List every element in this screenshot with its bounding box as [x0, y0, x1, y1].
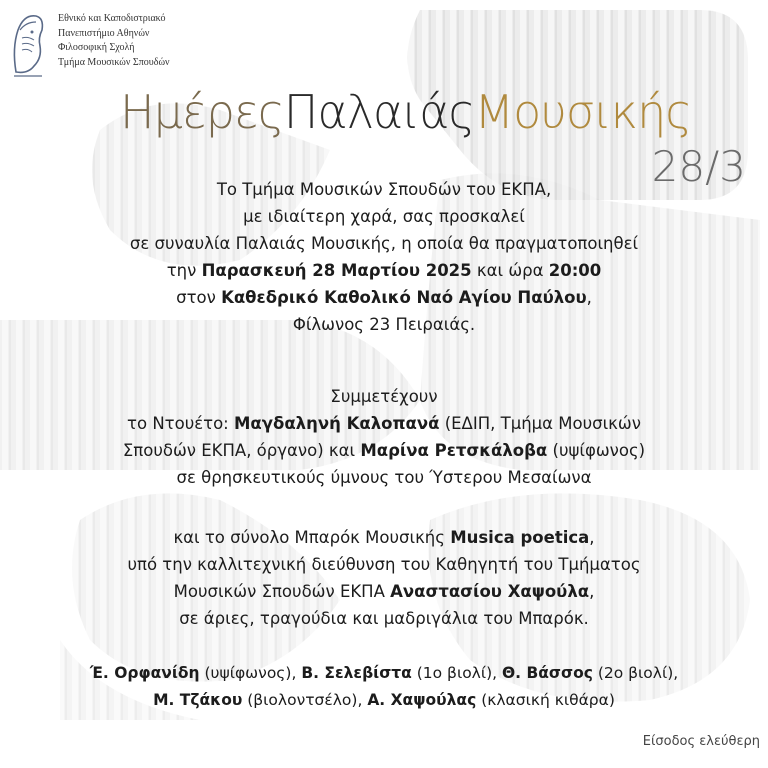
- invitation-line: Το Τμήμα Μουσικών Σπουδών του ΕΚΠΑ,: [216, 180, 552, 199]
- duo-repertoire: σε θρησκευτικούς ύμνους του Ύστερου Μεσαίωνα: [176, 468, 592, 487]
- institution-line: Φιλοσοφική Σχολή: [58, 42, 135, 53]
- musician-name: Β. Σελεβίστα: [301, 664, 412, 682]
- duo-line: [0, 410, 768, 437]
- invitation-venue-line: [0, 284, 768, 311]
- text: και ώρα: [471, 261, 549, 280]
- ensemble-paragraph: [0, 524, 768, 632]
- text: (2ο βιολί),: [592, 664, 679, 682]
- text: (υψίφωνος): [547, 441, 646, 460]
- text: (βιολοντσέλο),: [242, 691, 368, 709]
- event-date-badge: 28/3: [651, 142, 746, 191]
- participants-heading: Συμμετέχουν: [330, 387, 438, 406]
- event-time: 20:00: [548, 261, 602, 280]
- duo-line: [0, 437, 768, 464]
- text: την: [166, 261, 202, 280]
- text: (ΕΔΙΠ, Τμήμα Μουσικών: [439, 414, 641, 433]
- invitation-date-line: [0, 257, 768, 284]
- title-word-1: Ημέρες: [120, 85, 284, 139]
- ensemble-repertoire: σε άριες, τραγούδια και μαδριγάλια του Μπαρόκ.: [179, 609, 589, 628]
- invitation-address: Φίλωνος 23 Πειραιάς.: [292, 315, 476, 334]
- performer-name: Μαρίνα Ρετσκάλοβα: [360, 441, 548, 460]
- text: στον: [176, 288, 222, 307]
- musicians-line: [0, 660, 768, 687]
- title-word-3: Μουσικής: [474, 85, 692, 139]
- text: (1ο βιολί),: [411, 664, 502, 682]
- event-venue: Καθεδρικό Καθολικό Ναό Αγίου Παύλου: [221, 288, 587, 307]
- text: (υψίφωνος),: [199, 664, 302, 682]
- director-name: Αναστασίου Χαψούλα: [390, 582, 590, 601]
- text: και το σύνολο Μπαρόκ Μουσικής: [173, 528, 451, 547]
- musician-name: Μ. Τζάκου: [153, 691, 243, 709]
- university-logo-icon: [8, 8, 48, 80]
- institution-line: Τμήμα Μουσικών Σπουδών: [58, 56, 170, 68]
- ensemble-name: Musica poetica: [450, 528, 590, 547]
- text: ,: [589, 582, 595, 601]
- participants-paragraph: [0, 383, 768, 491]
- invitation-paragraph: [0, 176, 768, 338]
- free-admission-note: Είσοδος ελεύθερη: [642, 734, 760, 749]
- institution-name: [58, 12, 170, 70]
- institution-line: Πανεπιστήμιο Αθηνών: [58, 27, 150, 39]
- institution-line: Εθνικό και Καποδιστριακό: [58, 13, 166, 24]
- director-line: [0, 578, 768, 605]
- musicians-line: [0, 687, 768, 714]
- text: (κλασική κιθάρα): [476, 691, 615, 709]
- musician-name: Θ. Βάσσος: [502, 664, 593, 682]
- event-date: Παρασκευή 28 Μαρτίου 2025: [201, 261, 472, 280]
- event-title: [120, 86, 691, 138]
- text: ,: [586, 288, 592, 307]
- text: Σπουδών ΕΚΠΑ, όργανο) και: [122, 441, 361, 460]
- text: Μουσικών Σπουδών ΕΚΠΑ: [173, 582, 391, 601]
- text: ,: [589, 528, 595, 547]
- text: το Ντουέτο:: [127, 414, 234, 433]
- ensemble-line: [0, 524, 768, 551]
- musician-name: Α. Χαψούλας: [367, 691, 477, 709]
- invitation-line: με ιδιαίτερη χαρά, σας προσκαλεί: [243, 207, 525, 226]
- direction-line: υπό την καλλιτεχνική διεύθυνση του Καθηγητή του Τμήματος: [127, 555, 641, 574]
- musician-name: Έ. Ορφανίδη: [89, 664, 200, 682]
- title-word-2: Παλαιάς: [283, 85, 475, 139]
- performer-name: Μαγδαληνή Καλοπανά: [234, 414, 440, 433]
- invitation-line: σε συναυλία Παλαιάς Μουσικής, η οποία θα πραγματοποιηθεί: [129, 234, 639, 253]
- musicians-list: [0, 660, 768, 714]
